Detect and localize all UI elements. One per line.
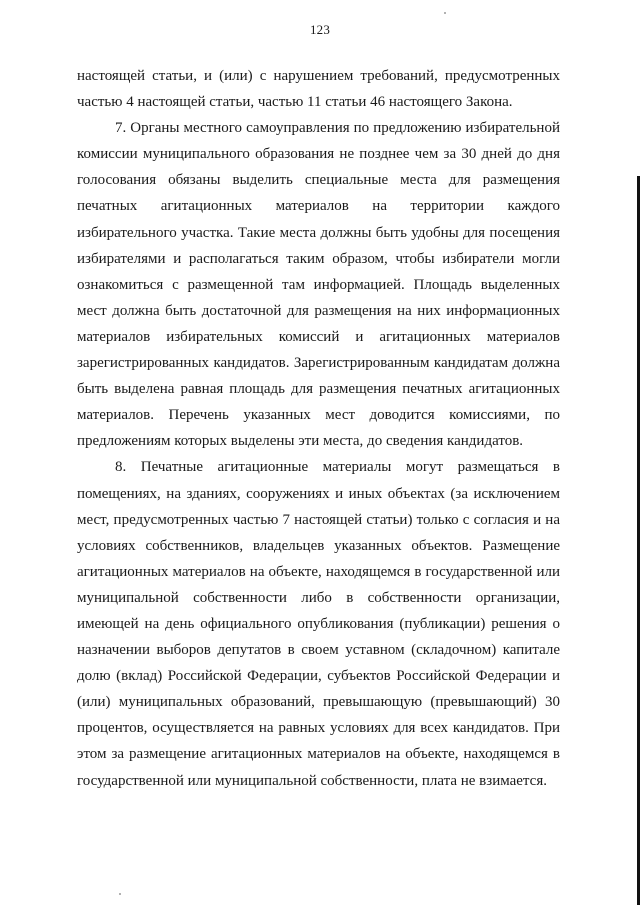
scan-speck bbox=[444, 12, 446, 14]
page-number: 123 bbox=[309, 22, 331, 37]
paragraph-7: 7. Органы местного самоуправления по предложению избирательной комиссии муниципального образования не позднее чем за 30 дней до дня голосования обязаны выделить специальные места для размещения печатных агитационных материалов на территории каждого избирательного участка. Такие места должны быть удобны для посещения избирателями и располагаться таким образом, чтобы избиратели могли ознакомиться с размещенной там информацией. Площадь выделенных мест должна быть достаточной для размещения на них информационных материалов избирательных комиссий и агитационных материалов зарегистрированных кандидатов. Зарегистрированным кандидатам должна быть выделена равная площадь для размещения печатных агитационных материалов. Перечень указанных мест доводится комиссиями, по предложениям которых выделены эти места, до сведения кандидатов. bbox=[77, 120, 560, 450]
paragraph-8: 8. Печатные агитационные материалы могут размещаться в помещениях, на зданиях, сооружениях и иных объектах (за исключением мест, предусмотренных частью 7 настоящей статьи) только с согласия и на условиях собственников, владельцев указанных объектов. Размещение агитационных материалов на объекте, находящемся в государственной или муниципальной собственности либо в собственности организации, имеющей на день официального опубликования (публикации) решения о назначении выборов депутатов в своем уставном (складочном) капитале долю (вклад) Российской Федерации, субъектов Российской Федерации и (или) муниципальных образований, превышающую (превышающий) 30 процентов, осуществляется на равных условиях для всех кандидатов. При этом за размещение агитационных материалов на объекте, находящемся в государственной или муниципальной собственности, плата не взимается. bbox=[77, 459, 560, 789]
document-body bbox=[77, 63, 560, 794]
scan-speck bbox=[119, 893, 121, 895]
paragraph-continuation: настоящей статьи, и (или) с нарушением требований, предусмотренных частью 4 настоящей статьи, частью 11 статьи 46 настоящего Закона. bbox=[77, 68, 560, 111]
